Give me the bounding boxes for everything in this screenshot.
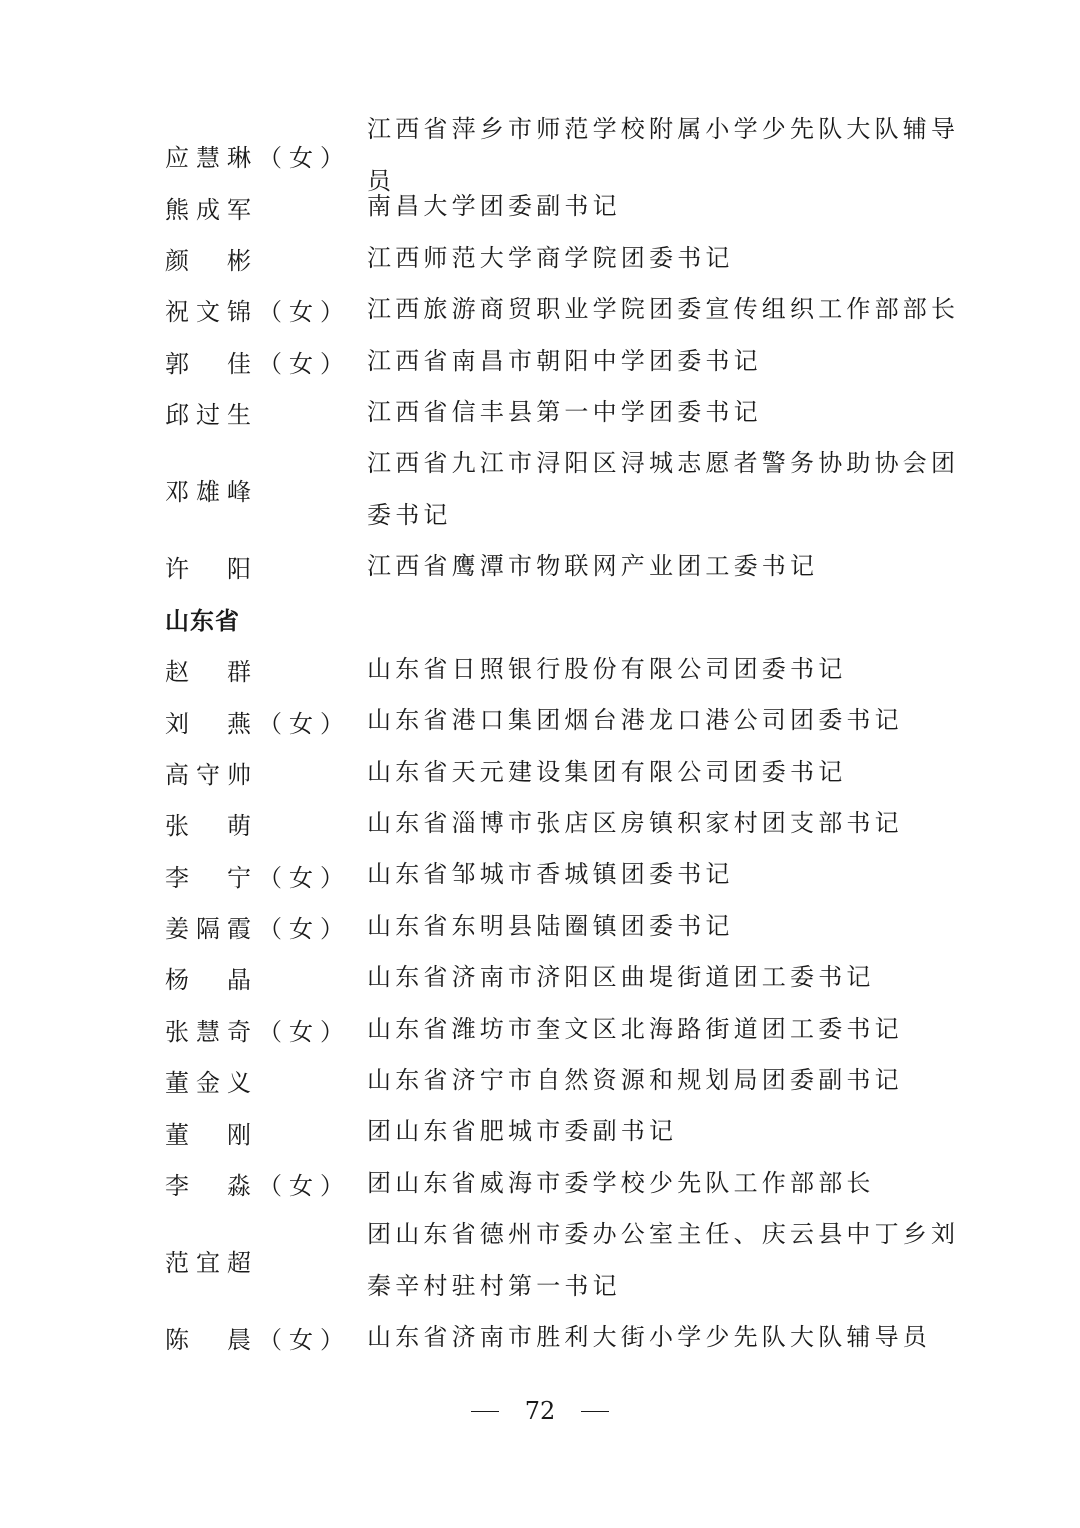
person-name: 邱过生 — [165, 401, 258, 430]
name-list — [165, 115, 985, 1363]
list-item — [165, 1004, 985, 1055]
person-name: 高守帅 — [165, 760, 258, 789]
person-title: 山东省淄博市张店区房镇积家村团支部书记 — [367, 809, 903, 838]
list-item — [165, 901, 985, 952]
person-name: 范宜超 — [165, 1249, 258, 1278]
list-item — [165, 1106, 985, 1157]
list-item — [165, 1158, 985, 1209]
person-name: 邓雄峰 — [165, 478, 258, 507]
person-title: 江西省九江市浔阳区浔城志愿者警务协助协会团委书记 — [367, 449, 960, 529]
person-title: 山东省天元建设集团有限公司团委书记 — [367, 757, 847, 786]
footer-dash-right — [581, 1411, 609, 1412]
person-title: 山东省东明县陆圈镇团委书记 — [367, 911, 734, 940]
person-title: 山东省日照银行股份有限公司团委书记 — [367, 654, 847, 683]
footer-dash-left — [471, 1411, 499, 1412]
person-name: 祝文锦（女） — [165, 298, 351, 327]
person-name: 张慧奇（女） — [165, 1017, 351, 1046]
list-item — [165, 1055, 985, 1106]
list-item — [165, 233, 985, 284]
person-title: 江西省信丰县第一中学团委书记 — [367, 397, 762, 426]
person-title: 江西省南昌市朝阳中学团委书记 — [367, 346, 762, 375]
person-name: 董 刚 — [165, 1120, 258, 1149]
list-item — [165, 115, 985, 195]
person-name: 董金义 — [165, 1069, 258, 1098]
person-name: 陈 晨（女） — [165, 1326, 351, 1355]
list-item — [165, 387, 985, 438]
person-title: 山东省港口集团烟台港龙口港公司团委书记 — [367, 706, 903, 735]
person-title: 团山东省威海市委学校少先队工作部部长 — [367, 1168, 875, 1197]
list-item — [165, 747, 985, 798]
page-number: 72 — [524, 1397, 556, 1425]
person-name: 张 萌 — [165, 812, 258, 841]
person-title: 江西旅游商贸职业学院团委宣传组织工作部部长 — [367, 295, 960, 324]
person-title: 团山东省肥城市委副书记 — [367, 1117, 678, 1146]
person-title: 江西省鹰潭市物联网产业团工委书记 — [367, 552, 819, 581]
list-item — [165, 181, 985, 232]
person-title: 江西省萍乡市师范学校附属小学少先队大队辅导员 — [367, 115, 960, 195]
person-name: 姜隔霞（女） — [165, 915, 351, 944]
person-title: 江西师范大学商学院团委书记 — [367, 243, 734, 272]
list-item — [165, 1312, 985, 1363]
person-title: 山东省济南市济阳区曲堤街道团工委书记 — [367, 963, 875, 992]
list-item — [165, 644, 985, 695]
list-item — [165, 849, 985, 900]
list-item — [165, 541, 985, 592]
person-title: 山东省邹城市香城镇团委书记 — [367, 860, 734, 889]
person-title: 南昌大学团委副书记 — [367, 192, 621, 221]
person-title: 山东省济南市胜利大街小学少先队大队辅导员 — [367, 1323, 931, 1352]
person-name: 应慧琳（女） — [165, 144, 351, 173]
person-name: 杨 晶 — [165, 966, 258, 995]
list-item — [165, 438, 985, 541]
person-name: 刘 燕（女） — [165, 709, 351, 738]
person-name: 李 淼（女） — [165, 1172, 351, 1201]
section-heading-shandong: 山东省 — [165, 606, 240, 635]
person-name: 赵 群 — [165, 658, 258, 687]
list-item — [165, 798, 985, 849]
person-name: 熊成军 — [165, 195, 258, 224]
page-footer — [0, 1397, 1080, 1425]
list-item — [165, 336, 985, 387]
person-name: 许 阳 — [165, 555, 258, 584]
person-name: 郭 佳（女） — [165, 349, 351, 378]
person-name: 颜 彬 — [165, 246, 258, 275]
list-item — [165, 1209, 985, 1312]
list-item — [165, 695, 985, 746]
person-title: 山东省济宁市自然资源和规划局团委副书记 — [367, 1066, 903, 1095]
list-item — [165, 284, 985, 335]
person-name: 李 宁（女） — [165, 863, 351, 892]
list-item — [165, 952, 985, 1003]
person-title: 山东省潍坊市奎文区北海路街道团工委书记 — [367, 1014, 903, 1043]
person-title: 团山东省德州市委办公室主任、庆云县中丁乡刘秦辛村驻村第一书记 — [367, 1220, 960, 1300]
